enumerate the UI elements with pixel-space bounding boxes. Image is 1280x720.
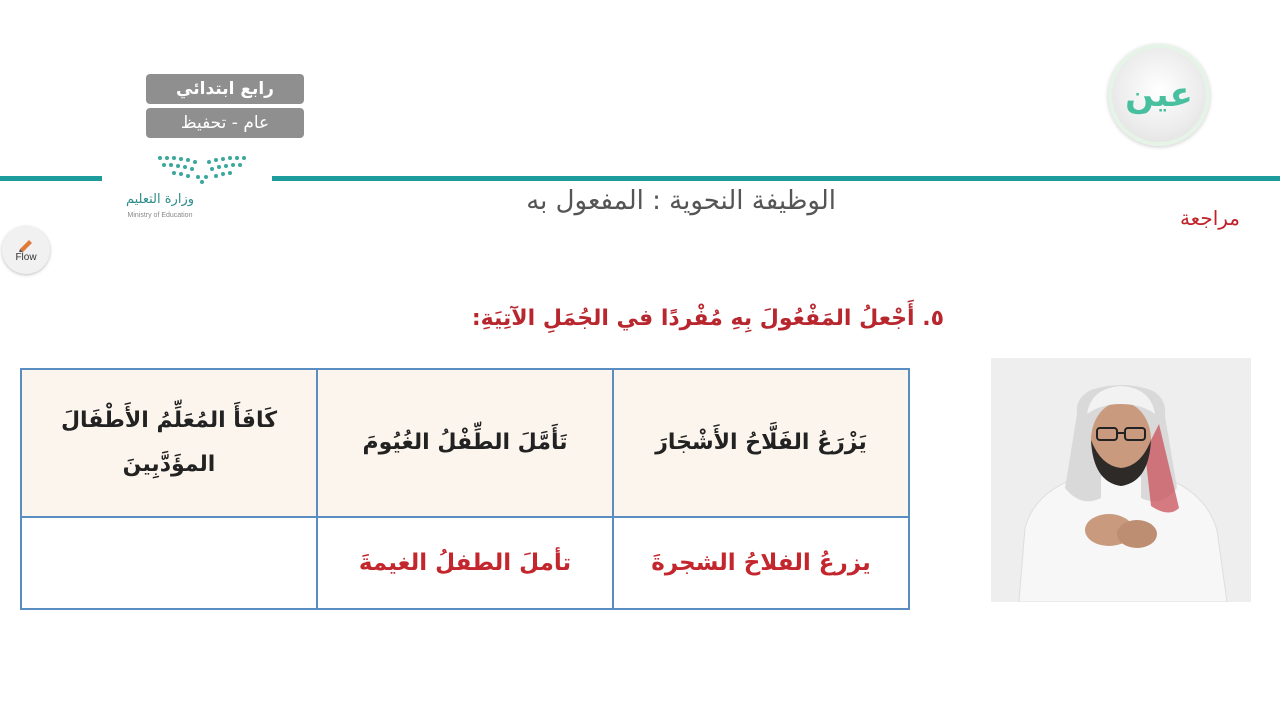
exercise-question: ٥. أَجْعلُ المَفْعُولَ بِهِ مُفْردًا في الجُمَلِ الآتِيَةِ: <box>471 306 944 331</box>
prompt-cell-1: يَزْرَعُ الفَلَّاحُ الأَشْجَارَ <box>614 370 908 518</box>
teacher-figure-image <box>991 358 1251 602</box>
answer-cell-1: يزرعُ الفلاحُ الشجرةَ <box>614 518 908 608</box>
header-divider-left <box>0 176 102 181</box>
ministry-name-ar: وزارة التعليم <box>125 192 195 207</box>
flow-button-label: Flow <box>15 251 37 263</box>
teacher-video <box>991 358 1251 602</box>
grade-badge: رابع ابتدائي <box>146 74 304 104</box>
prompt-cell-3: كَافَأَ المُعَلِّمُ الأَطْفَالَ المؤَدَّبِينَ <box>22 370 318 518</box>
lesson-title: الوظيفة النحوية : المفعول به <box>526 186 836 216</box>
ministry-name-en: Ministry of Education <box>127 212 193 219</box>
section-label: مراجعة <box>1179 206 1240 230</box>
channel-logo <box>1108 44 1210 146</box>
track-badge: عام - تحفيظ <box>146 108 304 138</box>
prompt-cell-2: تَأَمَّلَ الطِّفْلُ الغُيُومَ <box>318 370 614 518</box>
channel-logo-text: عين <box>1125 75 1193 115</box>
pencil-icon <box>17 238 35 252</box>
answer-cell-3 <box>22 518 318 608</box>
exercise-table <box>20 368 910 610</box>
ministry-dots-icon <box>156 154 248 184</box>
answer-cell-2: تأملَ الطفلُ الغيمةَ <box>318 518 614 608</box>
header-divider-right <box>272 176 1280 181</box>
flow-button[interactable] <box>2 226 50 274</box>
